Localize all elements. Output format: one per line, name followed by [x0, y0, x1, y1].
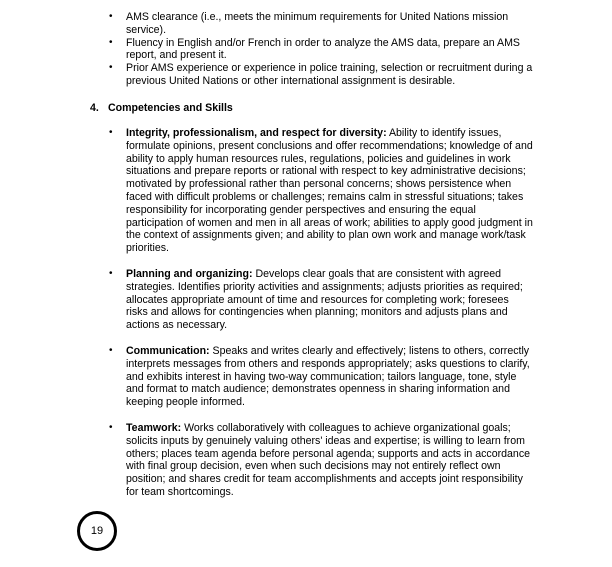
- bullet-icon: •: [109, 62, 113, 74]
- section-title: Competencies and Skills: [108, 102, 233, 114]
- competency-title: Integrity, professionalism, and respect for diversity:: [126, 127, 387, 139]
- competency-text: Speaks and writes clearly and effectively; listens to others, correctly interprets messages from others and responds appropriately; asks questions to clarify, and exhibits interest in having two-way communication; tailors language, tone, style and format to match audience; demonstrates openness in sharing information and keeping people informed.: [126, 344, 530, 409]
- bullet-icon: •: [109, 36, 113, 48]
- competency-item: [108, 422, 533, 499]
- list-item: [108, 11, 533, 37]
- competency-item: [108, 345, 533, 409]
- competency-text: Ability to identify issues, formulate opinions, present conclusions and offer recommendations; knowledge of and ability to apply human resources rules, regulations, policies and guidelines in work situations and prepare reports or rational with respect to key administrative decisions; motivated by professional rather than personal concerns; shows persistence when faced with difficult problems or challenges; remains calm in stressful situations; takes responsibility for incorporating gender perspectives and ensuring the equal participation of women and men in all areas of work; abilities to apply good judgment in the context of assignments given; and ability to plan own work and manage work/task priorities.: [126, 127, 533, 255]
- bullet-icon: •: [109, 127, 113, 138]
- requirement-text: Fluency in English and/or French in order to analyze the AMS data, prepare an AMS report, and present it.: [126, 36, 520, 62]
- requirement-text: Prior AMS experience or experience in police training, selection or recruitment during a previous United Nations or other international assignment is desirable.: [126, 62, 533, 87]
- section-heading: [90, 102, 233, 115]
- bullet-icon: •: [109, 11, 113, 22]
- requirement-text: AMS clearance (i.e., meets the minimum requirements for United Nations mission service).: [126, 11, 509, 36]
- competency-text: Works collaboratively with colleagues to achieve organizational goals; solicits inputs by genuinely valuing others' ideas and expertise; is willing to learn from others; places team agenda before personal agenda; supports and acts in accordance with final group decision, even when such decisions may not entirely reflect own position; and shares credit for team accomplishments and accepts joint responsibility for team shortcomings.: [126, 421, 531, 498]
- competency-title: Teamwork:: [126, 421, 182, 434]
- bullet-icon: •: [109, 267, 113, 279]
- list-item: [108, 37, 533, 63]
- competency-item: [108, 268, 533, 332]
- page-number-badge: [77, 511, 117, 551]
- bullet-icon: •: [109, 344, 113, 356]
- bullet-icon: •: [109, 421, 113, 433]
- section-number: 4.: [90, 102, 99, 114]
- list-item: [108, 62, 533, 88]
- page-number: 19: [90, 524, 104, 537]
- competency-item: [108, 127, 533, 255]
- competency-title: Planning and organizing:: [126, 267, 253, 280]
- competency-text: Develops clear goals that are consistent with agreed strategies. Identifies priority activities and assignments; adjusts priorities as required; allocates appropriate amount of time and resources for completing work; foresees risks and allows for contingencies when planning; monitors and adjusts plans and actions as necessary.: [126, 267, 523, 332]
- competency-title: Communication:: [126, 344, 210, 357]
- requirements-list: [108, 11, 533, 88]
- competencies-list: [108, 127, 533, 512]
